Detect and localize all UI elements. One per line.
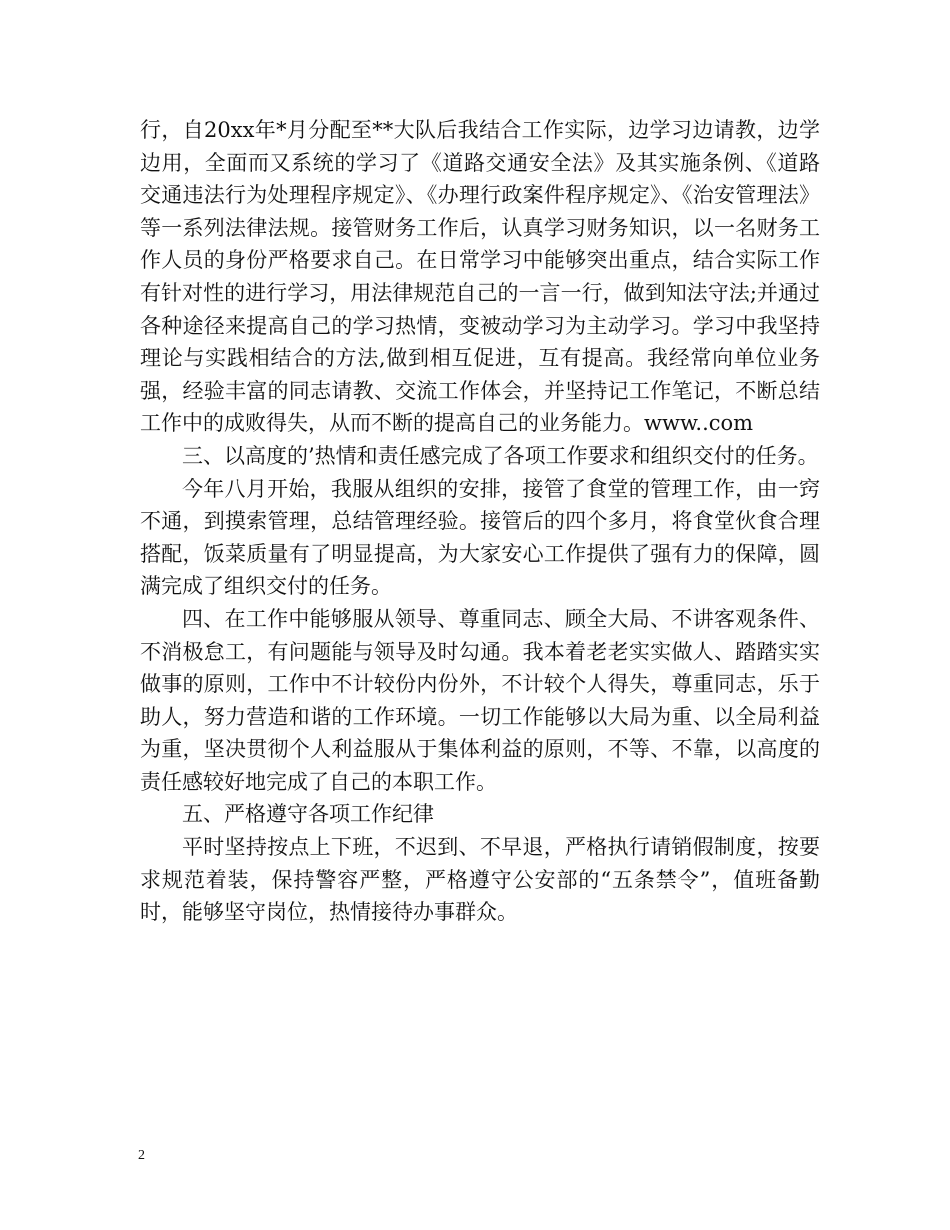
paragraph-canteen-management: 今年八月开始，我服从组织的安排，接管了食堂的管理工作，由一窍不通，到摸索管理，总结管理经验。接管后的四个多月，将食堂伙食合理搭配，饭菜质量有了明显提高，为大家安心工作提供了强有力的保障，圆满完成了组织交付的任务。 [140, 476, 820, 599]
paragraph-section-four: 四、在工作中能够服从领导、尊重同志、顾全大局、不讲客观条件、不消极怠工，有问题能与领导及时勾通。我本着老老实实做人、踏踏实实做事的原则，工作中不计较份内份外，不计较个人得失，尊重同志，乐于助人，努力营造和谐的工作环境。一切工作能够以大局为重、以全局利益为重，坚决贯彻个人利益服从于集体利益的原则，不等、不靠，以高度的责任感较好地完成了自己的本职工作。 [140, 606, 820, 794]
document-body [140, 114, 820, 929]
paragraph-study: 行，自20xx年*月分配至**大队后我结合工作实际，边学习边请教，边学边用，全面而又系统的学习了《道路交通安全法》及其实施条例、《道路交通违法行为处理程序规定》、《办理行政案件程序规定》、《治安管理法》等一系列法律法规。接管财务工作后，认真学习财务知识，以一名财务工作人员的身份严格要求自己。在日常学习中能够突出重点，结合实际工作有针对性的进行学习，用法律规范自己的一言一行，做到知法守法;并通过各种途径来提高自己的学习热情，变被动学习为主动学习。学习中我坚持理论与实践相结合的方法,做到相互促进，互有提高。我经常向单位业务强，经验丰富的同志请教、交流工作体会，并坚持记工作笔记，不断总结工作中的成败得失，从而不断的提高自己的业务能力。www..com [140, 118, 820, 436]
paragraph-section-three-heading: 三、以高度的’热情和责任感完成了各项工作要求和组织交付的任务。 [182, 443, 819, 468]
paragraph-section-five-heading: 五、严格遵守各项工作纪律 [182, 802, 434, 827]
paragraph-discipline: 平时坚持按点上下班，不迟到、不早退，严格执行请销假制度，按要求规范着装，保持警容严整，严格遵守公安部的“五条禁令”，值班备勤时，能够坚守岗位，热情接待办事群众。 [140, 835, 820, 925]
page-number: 2 [138, 1148, 145, 1163]
